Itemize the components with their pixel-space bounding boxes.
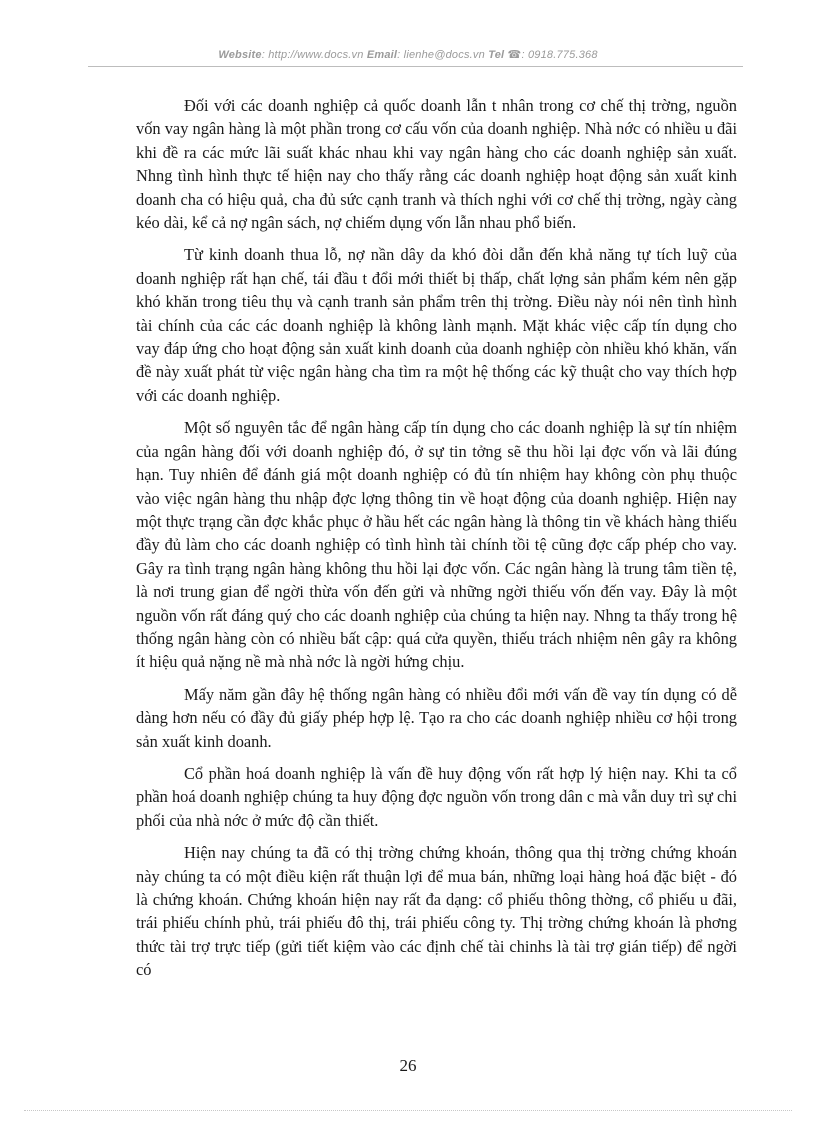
- tel-label: Tel: [488, 49, 505, 61]
- email-value[interactable]: : lienhe@docs.vn: [397, 49, 485, 61]
- document-body: [136, 94, 737, 991]
- website-value[interactable]: : http://www.docs.vn: [261, 49, 364, 61]
- paragraph: Hiện nay chúng ta đã có thị trờng chứng khoán, thông qua thị trờng chứng khoán này chúng ta có một điều kiện rất thuận lợi để mua bán, những loại hàng hoá đặc biệt - đó là chứng khoán. Chứng khoán hiện nay rất đa dạng: cổ phiếu thông thờng, cổ phiếu u đãi, trái phiếu chính phủ, trái phiếu đô thị, trái phiếu công ty. Thị trờng chứng khoán là phơng thức tài trợ trực tiếp (gửi tiết kiệm vào các định chế tài chinhs là tài trợ gián tiếp) để ngời có: [136, 843, 737, 980]
- header-divider: [88, 66, 743, 67]
- paragraph: Một số nguyên tắc để ngân hàng cấp tín dụng cho các doanh nghiệp là sự tín nhiệm của ngân hàng đối với doanh nghiệp đó, ở sự tin tởng sẽ thu hồi lại đợc vốn và lãi đúng hạn. Tuy nhiên để đánh giá một doanh nghiệp có đủ tín nhiệm hay không còn phụ thuộc vào việc ngân hàng thu nhập đợc lợng thông tin về hoạt động của doanh nghiệp. Hiện nay một thực trạng cần đợc khắc phục ở hầu hết các ngân hàng là thông tin về khách hàng thiếu đầy đủ làm cho các doanh nghiệp có tình hình tài chính tồi tệ cũng đợc cấp phép cho vay. Gây ra tình trạng ngân hàng không thu hồi lại đợc vốn. Các ngân hàng là trung tâm tiền tệ, là nơi trung gian để ngời thừa vốn đến gửi và những ngời thiếu vốn đến vay. Đây là một nguồn vốn rất đáng quý cho các doanh nghiệp của chúng ta hiện nay. Nhng ta thấy trong hệ thống ngân hàng còn có nhiều bất cập: quá cửa quyền, thiếu trách nhiệm nên gây ra không ít hiệu quả nặng nề mà nhà nớc là ngời hứng chịu.: [136, 418, 737, 672]
- website-label: Website: [218, 49, 262, 61]
- paragraph: Từ kinh doanh thua lỗ, nợ nần dây da khó đòi dẫn đến khả năng tự tích luỹ của doanh nghiệp rất hạn chế, tái đầu t đổi mới thiết bị thấp, chất lợng sản phẩm kém nên gặp khó khăn trong tiêu thụ và cạnh tranh sản phẩm trên thị trờng. Điều này nói nên tình hình tài chính của các các doanh nghiệp là không lành mạnh. Mặt khác việc cấp tín dụng cho vay đáp ứng cho hoạt động sản xuất kinh doanh của doanh nghiệp còn nhiều khó khăn, vấn đề này xuất phát từ việc ngân hàng cha tìm ra một hệ thống các kỹ thuật cho vay thích hợp với các doanh nghiệp.: [136, 245, 737, 405]
- paragraph: Cổ phần hoá doanh nghiệp là vấn đề huy động vốn rất hợp lý hiện nay. Khi ta cổ phần hoá doanh nghiệp chúng ta huy động đợc nguồn vốn trong dân c mà vẫn duy trì sự chi phối của nhà nớc ở mức độ cần thiết.: [136, 763, 737, 830]
- tel-value: : 0918.775.368: [521, 49, 598, 61]
- footer-divider: [24, 1110, 792, 1111]
- page-header: [0, 48, 816, 61]
- email-label: Email: [366, 49, 398, 61]
- page-number: 26: [399, 1056, 417, 1075]
- phone-icon: ☎: [507, 49, 522, 61]
- paragraph: Đối với các doanh nghiệp cả quốc doanh lẫn t nhân trong cơ chế thị trờng, nguồn vốn vay ngân hàng là một phần trong cơ cấu vốn của doanh nghiệp. Nhà nớc có nhiều u đãi khi đề ra các mức lãi suất khác nhau khi vay ngân hàng cho các doanh nghiệp sản xuất. Nhng tình hình thực tế hiện nay cho thấy rằng các doanh nghiệp hoạt động sản xuất kinh doanh cha có hiệu quả, cha đủ sức cạnh tranh và thích nghi với cơ chế thị trờng, ngày càng kéo dài, kể cả nợ ngân sách, nợ chiếm dụng vốn lẫn nhau phổ biến.: [136, 96, 737, 233]
- paragraph: Mấy năm gần đây hệ thống ngân hàng có nhiều đổi mới vấn đề vay tín dụng có dễ dàng hơn nếu có đầy đủ giấy phép hợp lệ. Tạo ra cho các doanh nghiệp nhiều cơ hội trong sản xuất kinh doanh.: [136, 684, 737, 751]
